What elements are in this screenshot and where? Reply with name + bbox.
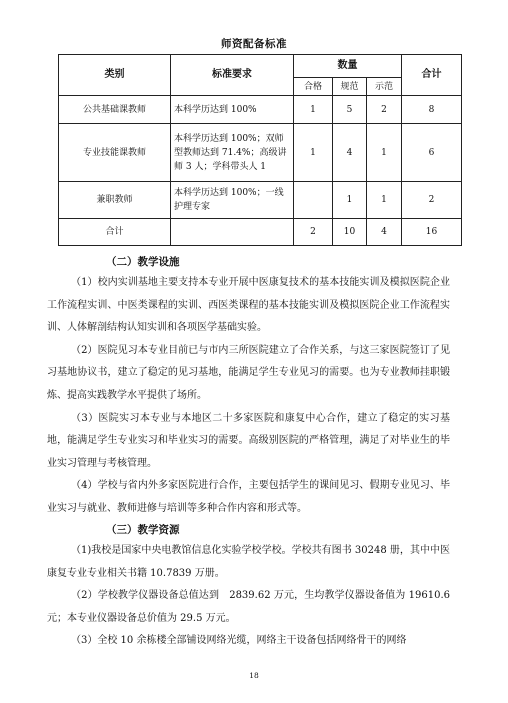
- table-title: 师资配备标准: [221, 38, 287, 50]
- header-exemplary: 示范: [367, 78, 402, 96]
- paragraph: （1）校内实训基地主要支持本专业开展中医康复技术的基本技能实训及模拟医院企业工作流程实训、中医类课程的实训、西医类课程的基本技能实训及模拟医院企业工作流程实训、人体解剖结构认知实训和各项医学基础实验。: [47, 277, 450, 334]
- cell-requirement: 本科学历达到 100%；一线护理专家: [171, 182, 294, 219]
- cell-standard: 1: [333, 182, 367, 219]
- paragraph: （2）学校教学仪器设备总值达到 2839.62 万元，生均教学仪器设备值为 19610.6 元；本专业仪器设备总价值为 29.5 万元。: [47, 590, 450, 624]
- header-category: 类别: [59, 55, 171, 96]
- teaching-resources-section: [0, 520, 508, 653]
- staffing-standards-table: [58, 54, 462, 246]
- cell-standard: 5: [333, 96, 367, 124]
- cell-qualified: 1: [294, 96, 333, 124]
- cell-requirement: 本科学历达到 100%；双师型教师达到 71.4%；高级讲师 3 人；学科带头人 1: [171, 124, 294, 182]
- cell-total: 16: [402, 219, 462, 246]
- cell-requirement: 本科学历达到 100%: [171, 96, 294, 124]
- cell-total: 8: [402, 96, 462, 124]
- cell-exemplary: 2: [367, 96, 402, 124]
- header-quantity: 数量: [294, 55, 402, 78]
- table-header-row: [59, 55, 462, 78]
- cell-category: 专业技能课教师: [59, 124, 171, 182]
- teaching-facilities-section: [0, 252, 508, 521]
- cell-standard: 10: [333, 219, 367, 246]
- page-number: 18: [249, 671, 259, 680]
- header-qualified: 合格: [294, 78, 333, 96]
- paragraph: （4）学校与省内外多家医院进行合作，主要包括学生的课间见习、假期专业见习、毕业实习与就业、教师进修与培训等多种合作内容和形式等。: [47, 480, 450, 514]
- cell-qualified: 1: [294, 124, 333, 182]
- table-row: [59, 96, 462, 124]
- cell-total: 2: [402, 182, 462, 219]
- paragraph: （1)我校是国家中央电教馆信息化实验学校学校。学校共有图书 30248 册，其中中医康复专业专业相关书籍 10.7839 万册。: [47, 545, 450, 579]
- paragraph: （3）全校 10 余栋楼全部铺设网络光缆，网络主干设备包括网络骨干的网络: [71, 635, 407, 647]
- table-row: [59, 182, 462, 219]
- cell-category: 兼职教师: [59, 182, 171, 219]
- paragraph: （3）医院实习本专业与本地区二十多家医院和康复中心合作，建立了稳定的实习基地，能满足学生专业实习和毕业实习的需要。高级别医院的严格管理，满足了对毕业生的毕业实习管理与考核管理。: [47, 412, 450, 469]
- paragraph: （2）医院见习本专业目前已与市内三所医院建立了合作关系，与这三家医院签订了见习基地协议书，建立了稳定的见习基地，能满足学生专业见习的需要。也为专业教师挂职锻炼、提高实践教学水平提供了场所。: [47, 344, 450, 401]
- cell-qualified: 2: [294, 219, 333, 246]
- section-heading: （二）教学设施: [106, 256, 180, 268]
- section-heading: （三）教学资源: [106, 524, 180, 536]
- cell-qualified: [294, 182, 333, 219]
- cell-exemplary: 4: [367, 219, 402, 246]
- cell-requirement: [171, 219, 294, 246]
- header-standard: 规范: [333, 78, 367, 96]
- cell-total: 6: [402, 124, 462, 182]
- header-requirement: 标准要求: [171, 55, 294, 96]
- cell-category: 合计: [59, 219, 171, 246]
- cell-exemplary: 1: [367, 124, 402, 182]
- cell-exemplary: 1: [367, 182, 402, 219]
- header-total: 合计: [402, 55, 462, 96]
- cell-category: 公共基础课教师: [59, 96, 171, 124]
- table-row-total: [59, 219, 462, 246]
- cell-standard: 4: [333, 124, 367, 182]
- table-row: [59, 124, 462, 182]
